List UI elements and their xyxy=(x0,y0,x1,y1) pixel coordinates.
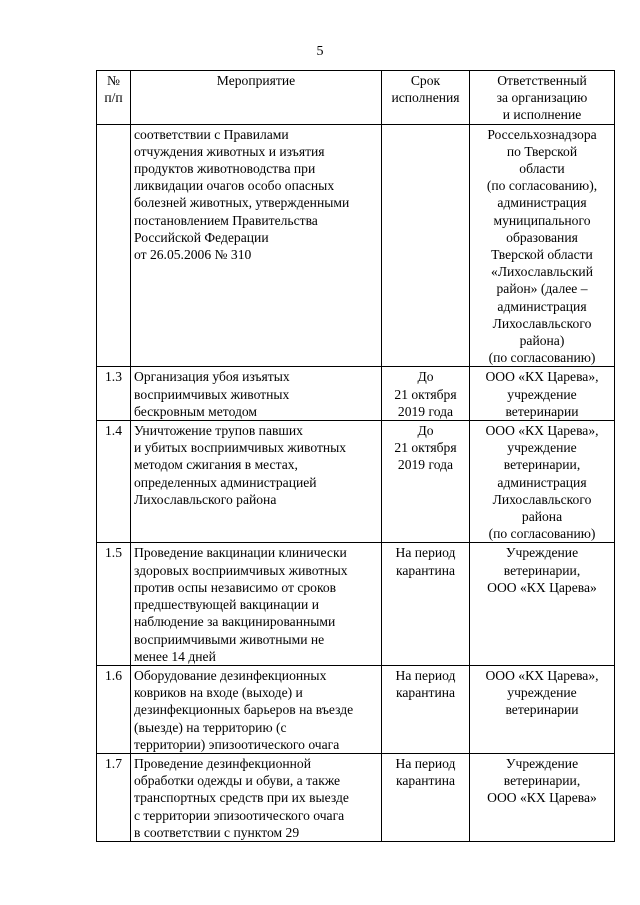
table-row xyxy=(97,753,615,841)
row-term: На период карантина xyxy=(382,665,470,753)
row-responsible: ООО «КХ Царева», учреждение ветеринарии, администрация Лихославльского района (по согласованию) xyxy=(470,421,615,543)
table-header-row xyxy=(97,71,615,125)
row-term: На период карантина xyxy=(382,753,470,841)
row-responsible: Учреждение ветеринарии, ООО «КХ Царева» xyxy=(470,543,615,665)
row-activity: Проведение дезинфекционной обработки одежды и обуви, а также транспортных средств при их выезде с территории эпизоотического очага в соответствии с пунктом 29 xyxy=(131,753,382,841)
row-activity: Проведение вакцинации клинически здоровых восприимчивых животных против оспы независимо от сроков предшествующей вакцинации и наблюдение за вакцинированными восприимчивыми животными не менее 14 дней xyxy=(131,543,382,665)
page-number: 5 xyxy=(316,44,324,59)
row-number: 1.4 xyxy=(97,421,131,543)
row-term: До 21 октября 2019 года xyxy=(382,421,470,543)
header-term: Срок исполнения xyxy=(382,71,470,125)
header-responsible: Ответственный за организацию и исполнение xyxy=(470,71,615,125)
row-number xyxy=(97,124,131,367)
row-term: До 21 октября 2019 года xyxy=(382,367,470,421)
row-responsible: ООО «КХ Царева», учреждение ветеринарии xyxy=(470,367,615,421)
row-responsible: Учреждение ветеринарии, ООО «КХ Царева» xyxy=(470,753,615,841)
row-activity: Оборудование дезинфекционных ковриков на входе (выходе) и дезинфекционных барьеров на въезде (выезде) на территорию (с территории) эпизоотического очага xyxy=(131,665,382,753)
row-responsible: ООО «КХ Царева», учреждение ветеринарии xyxy=(470,665,615,753)
row-responsible: Россельхознадзора по Тверской области (по согласованию), администрация муниципального образования Тверской области «Лихославльский район» (далее – администрация Лихославльского района) (по согласованию) xyxy=(470,124,615,367)
table-row xyxy=(97,367,615,421)
table-row xyxy=(97,124,615,367)
row-activity: соответствии с Правилами отчуждения животных и изъятия продуктов животноводства при ликвидации очагов особо опасных болезней животных, утвержденными постановлением Правительства Российской Федерации от 26.05.2006 № 310 xyxy=(131,124,382,367)
table-row xyxy=(97,665,615,753)
row-number: 1.5 xyxy=(97,543,131,665)
table-row xyxy=(97,543,615,665)
row-activity: Организация убоя изъятых восприимчивых животных бескровным методом xyxy=(131,367,382,421)
row-activity: Уничтожение трупов павших и убитых восприимчивых животных методом сжигания в местах, определенных администрацией Лихославльского района xyxy=(131,421,382,543)
header-number: № п/п xyxy=(97,71,131,125)
row-number: 1.3 xyxy=(97,367,131,421)
row-term: На период карантина xyxy=(382,543,470,665)
measures-table xyxy=(96,70,615,842)
row-number: 1.6 xyxy=(97,665,131,753)
header-activity: Мероприятие xyxy=(131,71,382,125)
table-row xyxy=(97,421,615,543)
row-number: 1.7 xyxy=(97,753,131,841)
row-term xyxy=(382,124,470,367)
